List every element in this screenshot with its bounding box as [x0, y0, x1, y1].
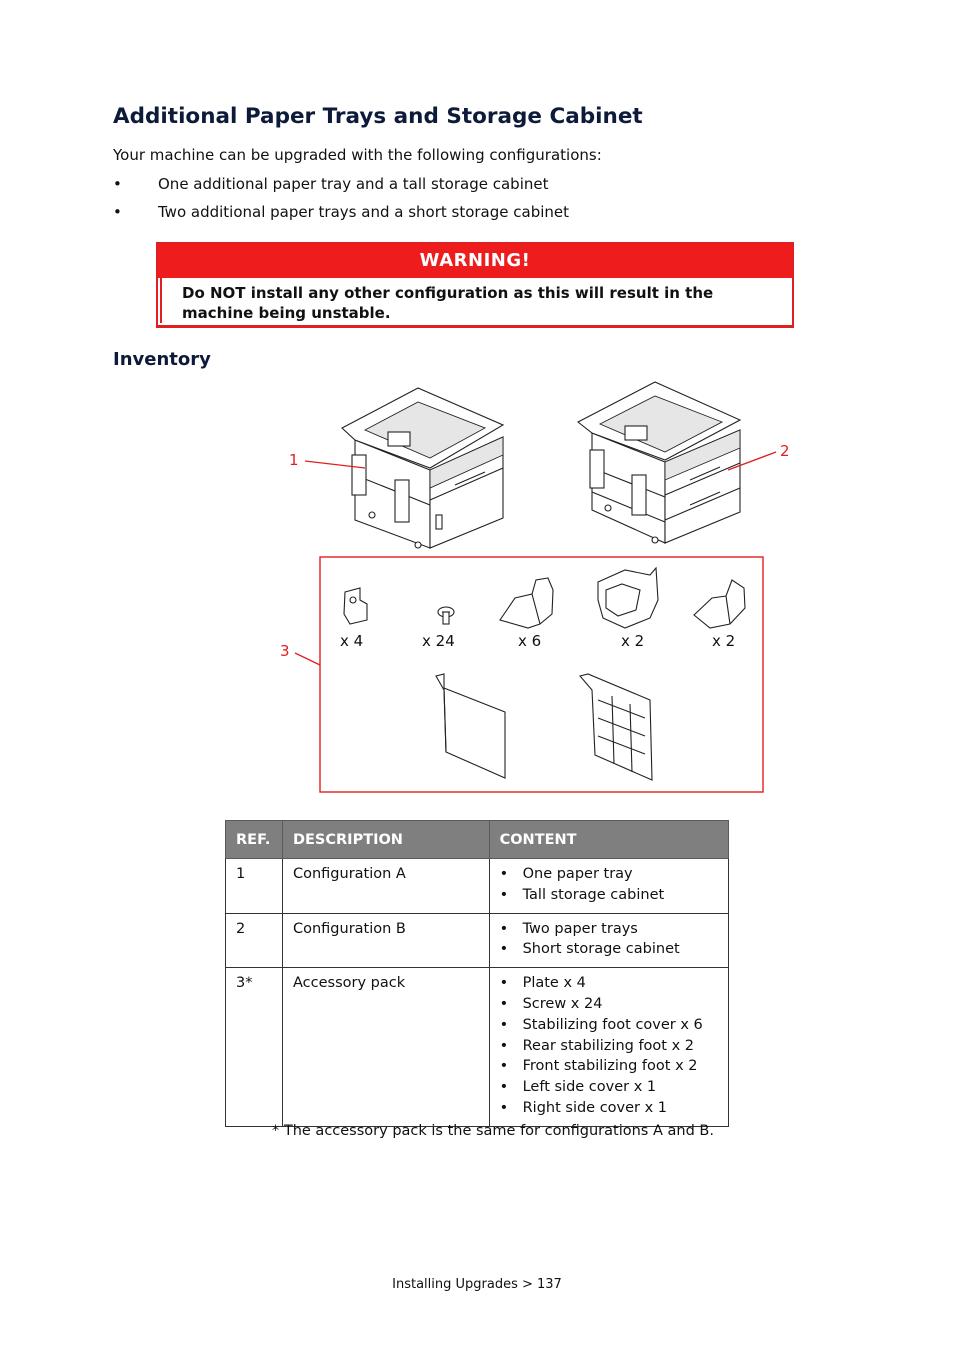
description-cell: Configuration B [282, 913, 489, 968]
ref-cell: 3* [226, 968, 283, 1127]
plate-illustration [344, 588, 367, 624]
right-side-cover-illustration [580, 674, 652, 780]
list-item-text: Two additional paper trays and a short storage cabinet [158, 203, 570, 221]
stabilizing-foot-cover-illustration [500, 578, 553, 628]
description-cell: Accessory pack [282, 968, 489, 1127]
page-footer: Installing Upgrades > 137 [392, 1277, 562, 1292]
list-item-text: One additional paper tray and a tall storage cabinet [158, 175, 549, 193]
content-item: • Two paper trays [500, 919, 718, 940]
content-item: • Stabilizing foot cover x 6 [500, 1015, 718, 1036]
table-row [226, 968, 729, 1127]
column-header-content: CONTENT [489, 821, 728, 859]
configuration-a-illustration [342, 388, 503, 548]
description-cell: Configuration A [282, 859, 489, 914]
table-footnote: * The accessory pack is the same for configurations A and B. [272, 1123, 714, 1139]
intro-text: Your machine can be upgraded with the following configurations: [113, 146, 602, 164]
front-stabilizing-foot-illustration [694, 580, 745, 628]
content-item: • Front stabilizing foot x 2 [500, 1056, 718, 1077]
callout-1: 1 [289, 451, 299, 469]
content-item: • One paper tray [500, 864, 718, 885]
screw-illustration [438, 607, 454, 624]
table-header-row [226, 821, 729, 859]
content-cell [489, 968, 728, 1127]
content-cell [489, 913, 728, 968]
inventory-table [225, 820, 729, 1127]
plate-quantity: x 4 [340, 632, 364, 650]
configuration-b-illustration [578, 382, 740, 543]
table-row [226, 859, 729, 914]
callout-3: 3 [280, 642, 290, 660]
content-item: • Left side cover x 1 [500, 1077, 718, 1098]
callout-2: 2 [780, 442, 790, 460]
content-item: • Screw x 24 [500, 994, 718, 1015]
warning-text: Do NOT install any other configuration as this will result in the machine being unstable. [160, 278, 792, 323]
rear-foot-quantity: x 2 [621, 632, 645, 650]
ref-cell: 1 [226, 859, 283, 914]
content-cell [489, 859, 728, 914]
table-row [226, 913, 729, 968]
bullet-symbol: • [113, 203, 122, 221]
inventory-heading: Inventory [113, 349, 211, 370]
column-header-description: DESCRIPTION [282, 821, 489, 859]
rear-stabilizing-foot-illustration [598, 568, 658, 628]
left-side-cover-illustration [436, 674, 505, 778]
bullet-symbol: • [113, 175, 122, 193]
page-title: Additional Paper Trays and Storage Cabinet [113, 104, 643, 129]
content-item: • Plate x 4 [500, 973, 718, 994]
warning-title: WARNING! [158, 244, 792, 278]
foot-cover-quantity: x 6 [518, 632, 542, 650]
content-item: • Rear stabilizing foot x 2 [500, 1036, 718, 1057]
content-item: • Tall storage cabinet [500, 885, 718, 906]
callout-3-leader [295, 653, 320, 665]
content-item: • Right side cover x 1 [500, 1098, 718, 1119]
front-foot-quantity: x 2 [712, 632, 736, 650]
screw-quantity: x 24 [422, 632, 455, 650]
content-item: • Short storage cabinet [500, 939, 718, 960]
ref-cell: 2 [226, 913, 283, 968]
column-header-ref: REF. [226, 821, 283, 859]
